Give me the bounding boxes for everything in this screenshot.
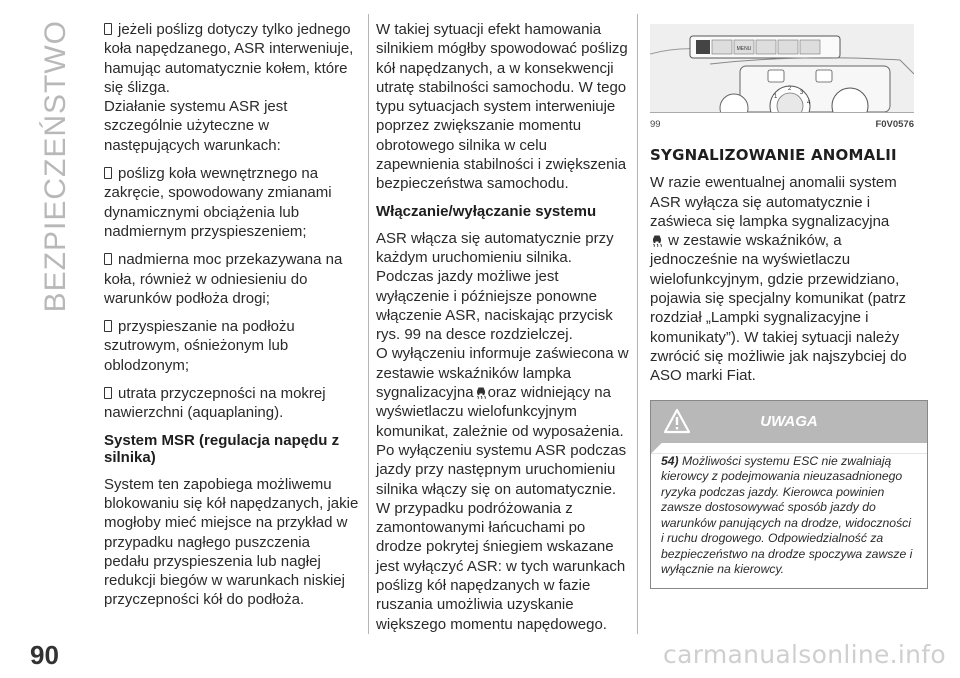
column-1 — [104, 20, 359, 619]
dashboard-illustration — [650, 24, 914, 112]
skid-car-icon — [475, 385, 487, 399]
paragraph: W razie ewentualnej anomalii system ASR wyłącza się automatycznie i zaświeca się lampka sygnalizacyjna w zestawie wskaźników, a jednocześnie na wyświetlaczu wielofunkcyjnym, gdzie przewidziano, pojawia się specjalny komunikat (patrz rozdział „Lampki sygnalizacyjne i komunikaty”). W takiej sytuacji należy zwrócić się możliwie jak najszybciej do ASO marki Fiat. — [650, 174, 907, 385]
warning-title: UWAGA — [760, 412, 818, 430]
bullet-square-icon — [104, 387, 112, 399]
paragraph: ASR włącza się automatycznie przy każdym uruchomieniu silnika. — [376, 229, 614, 266]
fig-menu-label: MENU — [736, 46, 752, 52]
paragraph: W przypadku podróżowania z zamontowanymi łańcuchami po drodze pokrytej śniegiem wskazane jest wyłączyć ASR: w tych warunkach poślizg kół napędzanych w fazie ruszania umożliwia uzyskanie większego momentu napędowego. — [376, 499, 626, 633]
list-item: poślizg koła wewnętrznego na zakręcie, spowodowany zmianami dynamicznymi obciążenia lub nadmiernym przyspieszeniem; — [104, 165, 332, 240]
figure-number: 99 — [650, 119, 661, 130]
paragraph: Działanie systemu ASR jest szczególnie użyteczne w następujących warunkach: — [104, 98, 288, 154]
skid-car-icon — [651, 233, 663, 247]
fig-dial-number: 2 — [788, 86, 792, 92]
bullet-square-icon — [104, 253, 112, 265]
warning-ref: 54) — [661, 453, 679, 468]
paragraph: Po wyłączeniu systemu ASR podczas jazdy przy następnym uruchomieniu silnika włączy się on automatycznie. — [376, 441, 627, 498]
side-title-text: BEZPIECZEŃSTWO — [39, 20, 72, 313]
paragraph: Podczas jazdy możliwe jest wyłączenie i późniejsze ponowne włączenie ASR, naciskając przycisk rys. 99 na desce rozdzielczej. — [376, 268, 613, 344]
warning-header-notch — [651, 443, 927, 454]
figure-caption — [650, 112, 914, 134]
list-item: przyspieszanie na podłożu szutrowym, ośnieżonym lub oblodzonym; — [104, 318, 295, 374]
figure-code: F0V0576 — [875, 119, 914, 130]
column-divider-2 — [637, 14, 638, 634]
fig-dial-number: 3 — [800, 90, 804, 96]
column-2 — [376, 20, 631, 634]
section-title-anomalies: SYGNALIZOWANIE ANOMALII — [650, 146, 897, 165]
warning-header — [651, 401, 927, 443]
fig-dial-number: 4 — [807, 100, 811, 106]
section-side-title — [26, 20, 86, 313]
list-item: jeżeli poślizg dotyczy tylko jednego koła napędzanego, ASR interweniuje, hamując automatycznie kołem, które się ślizga. — [104, 21, 354, 96]
list-item: utrata przyczepności na mokrej nawierzchni (aquaplaning). — [104, 385, 326, 422]
list-item: nadmierna moc przekazywana na koła, również w odniesieniu do warunków podłoża drogi; — [104, 251, 343, 307]
column-divider-1 — [368, 14, 369, 634]
paragraph: W takiej sytuacji efekt hamowania silnikiem mógłby spowodować poślizg kół napędzanych, a w konsekwencji utratę stabilności samochodu. W tego typu sytuacjach system interweniuje poprzez zwiększanie momentu obrotowego silnika w celu zapewnienia stabilności i zwiększenia bezpieczeństwa samochodu. — [376, 21, 628, 193]
heading-msr: System MSR (regulacja napędu z silnika) — [104, 431, 340, 466]
warning-triangle-icon — [663, 408, 691, 434]
column-3 — [650, 24, 930, 589]
warning-text: Możliwości systemu ESC nie zwalniają kierowcy z podejmowania nieuzasadnionego ryzyka podczas jazdy. Kierowca powinien zawsze dostosowywać sposób jazdy do warunków panujących na drodze, widoczności i ruchu drogowego. Odpowiedzialność za bezpieczeństwo na drodze spoczywa zawsze i wyłącznie na kierowcy. — [661, 453, 913, 577]
figure-99-dashboard — [650, 24, 914, 112]
heading-on-off: Włączanie/wyłączanie systemu — [376, 202, 597, 220]
bullet-square-icon — [104, 167, 112, 179]
page-number: 90 — [30, 640, 59, 670]
bullet-square-icon — [104, 320, 112, 332]
warning-body — [651, 454, 927, 588]
fig-dial-number: 1 — [774, 94, 778, 100]
watermark: carmanualsonline.info — [663, 640, 946, 669]
paragraph: System ten zapobiega możliwemu blokowaniu się kół napędzanych, jakie mogłoby mieć miejsce na przykład w przypadku nagłego puszczenia pedału przyspieszenia lub nagłej redukcji biegów w warunkach niskiej przyczepności kół do podłoża. — [104, 475, 359, 609]
warning-box — [650, 400, 928, 589]
paragraph: O wyłączeniu informuje zaświecona w zestawie wskaźników lampka sygnalizacyjna oraz widniejący na wyświetlaczu wielofunkcyjnym komunikat, zależnie od wyposażenia. — [376, 345, 629, 440]
bullet-square-icon — [104, 23, 112, 35]
